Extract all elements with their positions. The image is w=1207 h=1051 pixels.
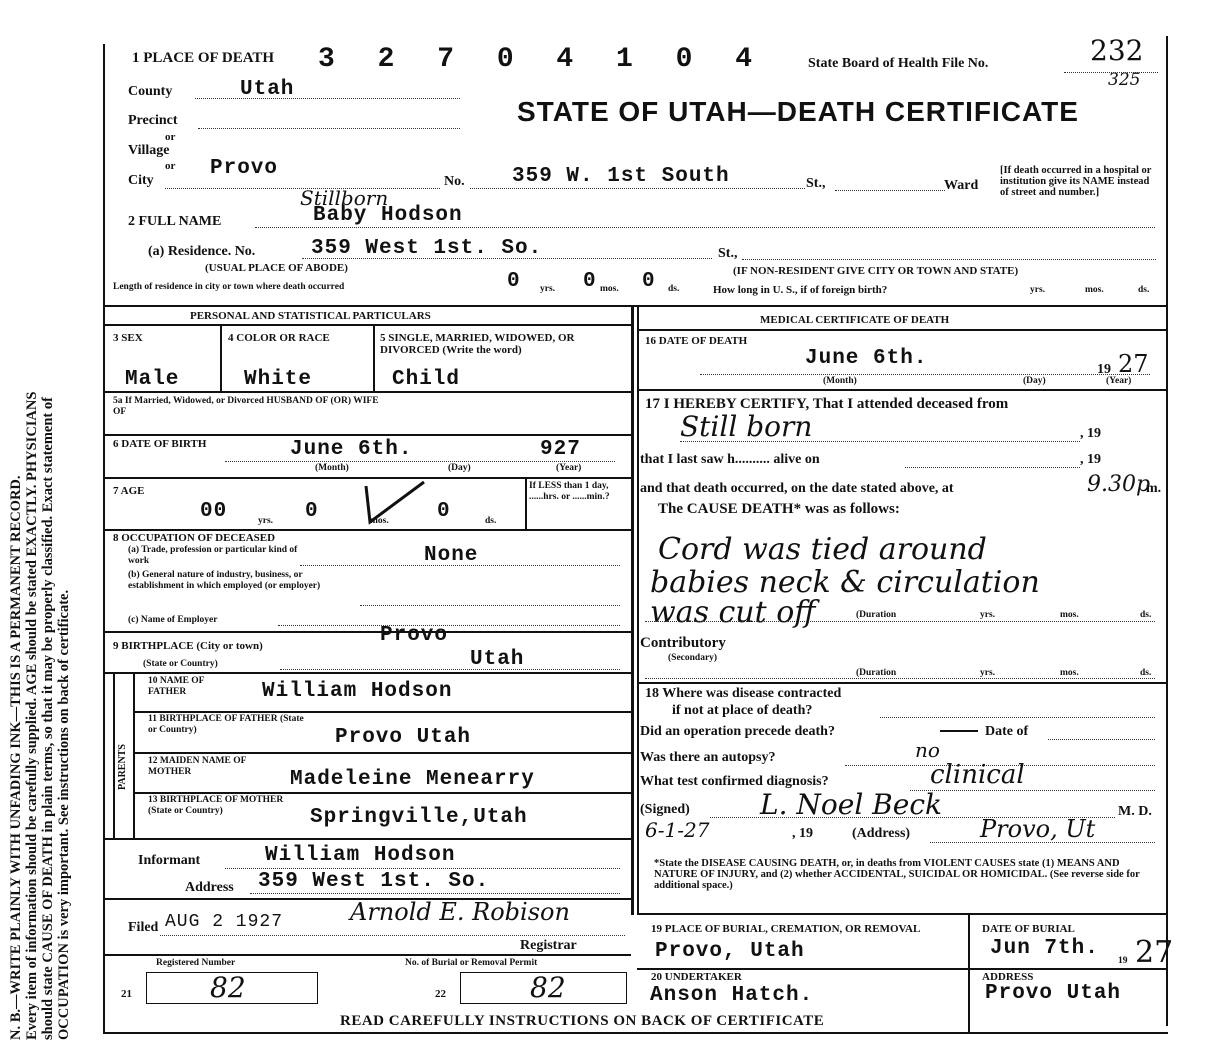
husband-label: 5a If Married, Widowed, or Divorced HUSBAND OF (OR) WIFE OF bbox=[113, 396, 379, 417]
file-no-label: State Board of Health File No. bbox=[808, 56, 989, 71]
occupation-label: 8 OCCUPATION OF DECEASED bbox=[113, 532, 276, 544]
full-name-annotation: Stillborn bbox=[300, 186, 389, 210]
birthplace-label: 9 BIRTHPLACE (City or town) bbox=[113, 640, 263, 652]
death-year-label: (Year) bbox=[1106, 376, 1132, 386]
occupation-value: None bbox=[424, 544, 479, 567]
signature-date: 6-1-27 bbox=[645, 818, 710, 842]
age-ds-label: ds. bbox=[485, 516, 497, 526]
cause-line-3: was cut off bbox=[650, 595, 816, 630]
occupation-b-label: (b) General nature of industry, business, or establishment in which employed (or employer) bbox=[128, 570, 321, 591]
cause-duration-ds: ds. bbox=[1140, 610, 1152, 620]
father-value: William Hodson bbox=[262, 680, 453, 703]
frame-right bbox=[1166, 36, 1168, 1026]
death-day-label: (Day) bbox=[1023, 376, 1046, 386]
residence-label: (a) Residence. No. bbox=[148, 244, 256, 259]
physician-address-label: (Address) bbox=[852, 826, 911, 841]
mother-birthplace: Springville,Utah bbox=[310, 806, 528, 829]
date-of-label: Date of bbox=[985, 724, 1029, 739]
md-label: M. D. bbox=[1118, 804, 1152, 819]
precinct-label: Precinct bbox=[128, 113, 178, 128]
certificate-number: 3 2 7 0 4 1 0 4 bbox=[318, 44, 766, 75]
registered-number-no: 21 bbox=[121, 988, 132, 1000]
side-instructions bbox=[8, 392, 72, 1040]
age-mos-label: mos. bbox=[370, 516, 389, 526]
cause-label: The CAUSE DEATH* was as follows: bbox=[658, 501, 900, 517]
frame-left bbox=[103, 44, 105, 1034]
contributory-duration-label: (Duration bbox=[856, 668, 897, 678]
burial-permit: 82 bbox=[530, 971, 566, 1004]
registrar-label: Registrar bbox=[520, 938, 577, 953]
autopsy-value: no bbox=[915, 738, 940, 762]
ward-label: Ward bbox=[944, 178, 979, 193]
test-value: clinical bbox=[930, 760, 1025, 790]
residence-value: 359 West 1st. So. bbox=[311, 237, 543, 260]
burial-permit-label: No. of Burial or Removal Permit bbox=[405, 958, 538, 968]
age-yrs: 00 bbox=[200, 500, 228, 523]
city-value: Provo bbox=[210, 157, 279, 180]
where-contracted-label: 18 Where was disease contracted bbox=[645, 686, 842, 701]
abode-label: (USUAL PLACE OF ABODE) bbox=[205, 262, 348, 274]
cause-duration-yrs: yrs. bbox=[980, 610, 996, 620]
birthplace-state-label: (State or Country) bbox=[143, 659, 218, 669]
father-label: 10 NAME OF FATHER bbox=[148, 676, 205, 697]
or-1: or bbox=[165, 131, 176, 143]
burial-permit-no: 22 bbox=[435, 988, 446, 1000]
cause-footnote: *State the DISEASE CAUSING DEATH, or, in deaths from VIOLENT CAUSES state (1) MEANS AND NATURE OF INJURY, and (2) whether ACCIDENTAL, SUICIDAL OR HOMICIDAL. (See reverse side for additional space.) bbox=[654, 858, 1140, 891]
length-ds-label: ds. bbox=[668, 284, 680, 294]
or-2: or bbox=[165, 160, 176, 172]
file-no: 232 bbox=[1090, 34, 1144, 67]
st-label: St., bbox=[806, 176, 826, 191]
hospital-note: [If death occurred in a hospital or institution give its NAME instead of street and number.] bbox=[1000, 165, 1152, 198]
registered-number: 82 bbox=[210, 971, 246, 1004]
occupation-c-label: (c) Name of Employer bbox=[128, 615, 218, 625]
frame-bottom bbox=[103, 1032, 1168, 1034]
death-month-label: (Month) bbox=[823, 376, 857, 386]
undertaker-address: Provo Utah bbox=[985, 982, 1122, 1005]
street-address: 359 W. 1st South bbox=[512, 165, 730, 188]
certify-label: 17 I HEREBY CERTIFY, That I attended deceased from bbox=[645, 396, 1009, 412]
color-value: White bbox=[244, 368, 313, 391]
side-line-4: OCCUPATION is very important. See instructions on back of certificate. bbox=[56, 589, 72, 1040]
signature-19: , 19 bbox=[792, 826, 813, 841]
age-label: 7 AGE bbox=[113, 485, 145, 497]
date-burial: Jun 7th. bbox=[990, 937, 1099, 960]
single-value: Child bbox=[392, 368, 461, 391]
cause-line-1: Cord was tied around bbox=[658, 532, 987, 567]
informant-value: William Hodson bbox=[265, 844, 456, 867]
length-mos-label: mos. bbox=[600, 284, 619, 294]
county-label: County bbox=[128, 84, 173, 99]
dob-year: 927 bbox=[540, 438, 581, 461]
last-saw-19: , 19 bbox=[1080, 452, 1101, 467]
death-year: 27 bbox=[1118, 350, 1149, 378]
physician-signature: L. Noel Beck bbox=[760, 788, 942, 821]
full-name-value: Baby Hodson bbox=[313, 204, 463, 227]
death-time: 9.30p bbox=[1087, 472, 1151, 497]
sex-value: Male bbox=[125, 368, 180, 391]
side-line-1: N. B.—WRITE PLAINLY WITH UNFADING INK—THIS IS A PERMANENT RECORD. bbox=[8, 475, 24, 1040]
contributory-label: Contributory bbox=[640, 635, 726, 651]
residence-st-label: St., bbox=[718, 246, 738, 261]
mother-label: 12 MAIDEN NAME OF MOTHER bbox=[148, 756, 247, 777]
mother-value: Madeleine Menearry bbox=[290, 768, 535, 791]
burial-year-prefix: 19 bbox=[1118, 956, 1128, 966]
cause-line-2: babies neck & circulation bbox=[650, 565, 1040, 600]
contributory-duration-yrs: yrs. bbox=[980, 668, 996, 678]
death-time-suffix: m. bbox=[1146, 481, 1162, 496]
personal-heading: PERSONAL AND STATISTICAL PARTICULARS bbox=[190, 310, 431, 322]
dob-label: 6 DATE OF BIRTH bbox=[113, 438, 207, 450]
mother-birthplace-label: 13 BIRTHPLACE OF MOTHER (State or Country) bbox=[148, 795, 284, 816]
filed-label: Filed bbox=[128, 920, 159, 935]
registrar-signature: Arnold E. Robison bbox=[350, 898, 570, 926]
burial-year: 27 bbox=[1135, 935, 1174, 970]
parents-label: PARENTS bbox=[117, 744, 128, 790]
age-checkmark bbox=[360, 478, 430, 528]
signed-label: (Signed) bbox=[640, 802, 690, 817]
side-line-3: should state CAUSE OF DEATH in plain terms, so that it may be properly classified. Exact statement of bbox=[40, 397, 56, 1040]
certify-stillborn: Still born bbox=[680, 410, 813, 443]
contributory-duration-mos: mos. bbox=[1060, 668, 1079, 678]
how-long-ds: ds. bbox=[1138, 285, 1150, 295]
filed-date: AUG 2 1927 bbox=[165, 912, 284, 932]
county-value: Utah bbox=[240, 78, 295, 101]
death-year-prefix: 19 bbox=[1097, 362, 1111, 377]
father-birthplace-label: 11 BIRTHPLACE OF FATHER (State or Country) bbox=[148, 714, 304, 735]
age-yrs-label: yrs. bbox=[258, 516, 274, 526]
informant-address-label: Address bbox=[185, 880, 234, 895]
operation-label: Did an operation precede death? bbox=[640, 724, 835, 739]
test-label: What test confirmed diagnosis? bbox=[640, 774, 829, 789]
where-contracted-2-label: if not at place of death? bbox=[672, 703, 813, 718]
medical-heading: MEDICAL CERTIFICATE OF DEATH bbox=[760, 314, 950, 326]
date-of-death-label: 16 DATE OF DEATH bbox=[645, 335, 748, 347]
last-saw-label: that I last saw h.......... alive on bbox=[640, 452, 820, 467]
birthplace-state: Utah bbox=[470, 648, 525, 671]
length-ds: 0 bbox=[642, 270, 656, 293]
registered-number-label: Registered Number bbox=[156, 958, 236, 968]
nonresident-label: (IF NON-RESIDENT GIVE CITY OR TOWN AND STATE) bbox=[733, 265, 1019, 277]
cause-duration-label: (Duration bbox=[856, 610, 897, 620]
place-burial: Provo, Utah bbox=[655, 940, 805, 963]
age-mos: 0 bbox=[305, 500, 319, 523]
cause-duration-mos: mos. bbox=[1060, 610, 1079, 620]
how-long-mos: mos. bbox=[1085, 285, 1104, 295]
file-no-2: 325 bbox=[1108, 70, 1141, 90]
undertaker-value: Anson Hatch. bbox=[650, 984, 814, 1007]
how-long-label: How long in U. S., if of foreign birth? bbox=[713, 284, 888, 296]
sex-label: 3 SEX bbox=[113, 332, 143, 344]
undertaker-address-label: ADDRESS bbox=[982, 971, 1034, 983]
city-label: City bbox=[128, 173, 154, 188]
undertaker-label: 20 UNDERTAKER bbox=[651, 971, 742, 983]
length-label: Length of residence in city or town where death occurred bbox=[113, 282, 345, 292]
place-burial-label: 19 PLACE OF BURIAL, CREMATION, OR REMOVAL bbox=[651, 923, 921, 935]
side-line-2: Every item of information should be carefully supplied. AGE should be stated EXACTLY. PHYSICIANS bbox=[24, 391, 40, 1040]
village-label: Village bbox=[128, 143, 170, 158]
secondary-label: (Secondary) bbox=[668, 653, 718, 663]
full-name-label: 2 FULL NAME bbox=[128, 214, 222, 229]
autopsy-label: Was there an autopsy? bbox=[640, 750, 776, 765]
less-than-label: If LESS than 1 day, ......hrs. or ......min.? bbox=[529, 481, 610, 502]
informant-label: Informant bbox=[138, 853, 201, 868]
date-burial-label: DATE OF BURIAL bbox=[982, 923, 1075, 935]
no-label: No. bbox=[444, 174, 465, 189]
length-yrs-label: yrs. bbox=[540, 284, 556, 294]
how-long-yrs: yrs. bbox=[1030, 285, 1046, 295]
place-of-death-label: 1 PLACE OF DEATH bbox=[132, 50, 275, 66]
dob-value: June 6th. bbox=[290, 438, 413, 461]
death-occurred-label: and that death occurred, on the date stated above, at bbox=[640, 481, 954, 496]
occupation-a-label: (a) Trade, profession or particular kind of work bbox=[128, 545, 298, 566]
birthplace-city: Provo bbox=[380, 624, 449, 647]
color-label: 4 COLOR OR RACE bbox=[228, 332, 330, 344]
dob-day-label: (Day) bbox=[448, 463, 471, 473]
date-of-death: June 6th. bbox=[805, 347, 928, 370]
footer-instructions: READ CAREFULLY INSTRUCTIONS ON BACK OF CERTIFICATE bbox=[340, 1013, 825, 1029]
certify-19: , 19 bbox=[1080, 426, 1101, 441]
age-ds: 0 bbox=[437, 500, 451, 523]
informant-address: 359 West 1st. So. bbox=[258, 870, 490, 893]
dob-month-label: (Month) bbox=[315, 463, 349, 473]
father-birthplace: Provo Utah bbox=[335, 726, 472, 749]
physician-address: Provo, Ut bbox=[980, 815, 1096, 843]
length-yrs: 0 bbox=[507, 270, 521, 293]
page-title: STATE OF UTAH—DEATH CERTIFICATE bbox=[517, 96, 1079, 127]
dob-year-label: (Year) bbox=[556, 463, 582, 473]
contributory-duration-ds: ds. bbox=[1140, 668, 1152, 678]
single-label: 5 SINGLE, MARRIED, WIDOWED, OR DIVORCED (Write the word) bbox=[380, 332, 575, 356]
length-mos: 0 bbox=[583, 270, 597, 293]
